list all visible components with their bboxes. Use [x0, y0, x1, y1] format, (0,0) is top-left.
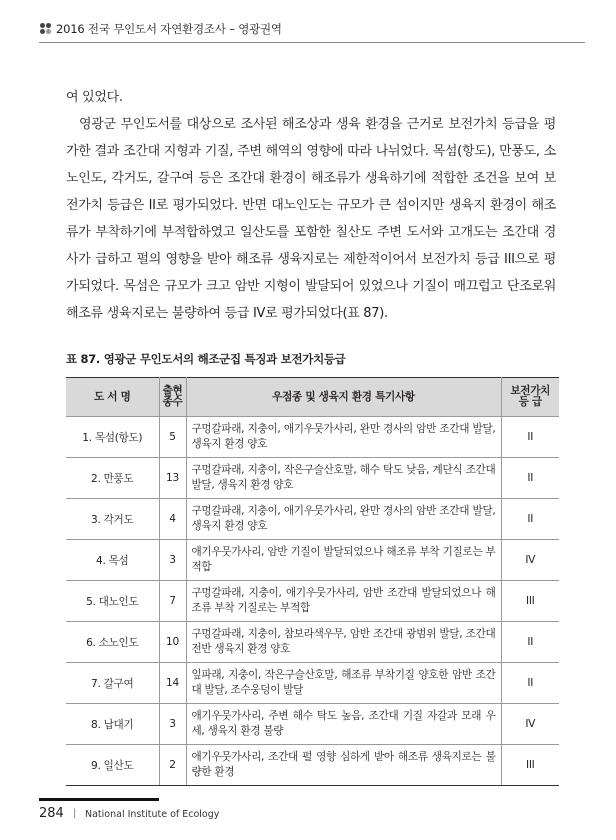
table-header-row: [66, 378, 559, 417]
cell-grade: III: [501, 745, 559, 786]
table-row: [66, 417, 559, 458]
cell-description: 애기우뭇가사리, 주변 해수 탁도 높음, 조간대 기질 자갈과 모래 우세, 생육지 환경 불량: [186, 704, 501, 745]
table-row: [66, 458, 559, 499]
cell-species-count: 14: [159, 663, 186, 704]
header-island-name: 도 서 명: [66, 378, 159, 417]
table-row: [66, 663, 559, 704]
page-footer: [39, 798, 585, 828]
cell-island-name: 4. 목섬: [66, 540, 159, 581]
cell-species-count: 3: [159, 704, 186, 745]
cell-species-count: 2: [159, 745, 186, 786]
footer-bar: [39, 798, 159, 801]
cell-species-count: 3: [159, 540, 186, 581]
cell-description: 구멍갈파래, 지충이, 애기우뭇가사리, 암반 조간대 발달되었으나 해조류 부착 기질로는 부적합: [186, 581, 501, 622]
cell-grade: IV: [501, 540, 559, 581]
table-row: [66, 745, 559, 786]
cell-species-count: 5: [159, 417, 186, 458]
cell-island-name: 3. 각거도: [66, 499, 159, 540]
cell-island-name: 8. 납대기: [66, 704, 159, 745]
header-title: 2016 전국 무인도서 자연환경조사 – 영광권역: [56, 22, 282, 36]
header-description: 우점종 및 생육지 환경 특기사항: [186, 378, 501, 417]
footer-institute: National Institute of Ecology: [85, 809, 220, 820]
cell-species-count: 4: [159, 499, 186, 540]
seaweed-grade-table: [66, 377, 559, 786]
table-row: [66, 540, 559, 581]
cell-description: 애기우뭇가사리, 조간대 펄 영향 심하게 받아 해조류 생육지로는 불량한 환경: [186, 745, 501, 786]
table-row: [66, 499, 559, 540]
cell-species-count: 13: [159, 458, 186, 499]
footer-separator: |: [73, 808, 77, 819]
table-row: [66, 622, 559, 663]
cell-grade: IV: [501, 704, 559, 745]
cell-species-count: 10: [159, 622, 186, 663]
header-species-count: [159, 378, 186, 417]
cell-description: 구멍갈파래, 지충이, 참보라색우무, 암반 조간대 광범위 발달, 조간대 전반 생육지 환경 양호: [186, 622, 501, 663]
cell-description: 잎파래, 지충이, 작은구슬산호말, 해조류 부착기질 양호한 암반 조간대 발달, 조수웅덩이 발달: [186, 663, 501, 704]
paragraph-continuation: 여 있었다.: [66, 90, 123, 105]
cell-grade: II: [501, 622, 559, 663]
cell-island-name: 6. 소노인도: [66, 622, 159, 663]
page-number: 284: [39, 806, 64, 821]
header-species-count-line1: 출현: [162, 385, 183, 397]
paragraph-main: 영광군 무인도서를 대상으로 조사된 해조상과 생육 환경을 근거로 보전가치 등급을 평가한 결과 조간대 지형과 기질, 주변 해역의 영향에 따라 나뉘었다. 목섬(항도), 만풍도, 소노인도, 각거도, 갈구여 등은 조간대 환경이 해조류가 생육하기에 적합한 조건을 보여 보전가치 등급은 II로 평가되었다. 반면 대노인도는 규모가 큰 섬이지만 생육지 환경이 해조류가 부착하기에 부적합하였고 일산도를 포함한 칠산도 주변 도서와 고개도는 조간대 경사가 급하고 펄의 영향을 받아 해조류 생육지로는 제한적이어서 보전가치 등급 III으로 평가되었다. 목섬은 규모가 크고 암반 지형이 발달되어 있었으나 기질이 매끄럽고 단조로워 해조류 생육지로는 불량하여 등급 IV로 평가되었다(표 87).: [66, 117, 556, 321]
header-grade-line2: 등 급: [518, 396, 542, 408]
cell-grade: II: [501, 458, 559, 499]
header-species-count-line2: 종수: [162, 396, 183, 408]
table-caption: 표 87. 영광군 무인도서의 해조군집 특징과 보전가치등급: [66, 352, 346, 366]
cell-description: 애기우뭇가사리, 암반 기질이 발달되었으나 해조류 부착 기질로는 부적합: [186, 540, 501, 581]
cell-grade: II: [501, 499, 559, 540]
cell-island-name: 9. 일산도: [66, 745, 159, 786]
cell-island-name: 1. 목섬(항도): [66, 417, 159, 458]
cell-grade: III: [501, 581, 559, 622]
cell-grade: II: [501, 417, 559, 458]
cell-description: 구멍갈파래, 지충이, 애기우뭇가사리, 완만 경사의 암반 조간대 발달, 생육지 환경 양호: [186, 417, 501, 458]
header-rule: [39, 42, 585, 43]
cell-grade: II: [501, 663, 559, 704]
cell-island-name: 5. 대노인도: [66, 581, 159, 622]
body-text: [66, 84, 556, 327]
header-grade: [501, 378, 559, 417]
header-dots-icon: [40, 23, 54, 35]
cell-island-name: 2. 만풍도: [66, 458, 159, 499]
page-header: [39, 18, 585, 40]
cell-island-name: 7. 갈구여: [66, 663, 159, 704]
cell-description: 구멍갈파래, 지충이, 애기우뭇가사리, 완만 경사의 암반 조간대 발달, 생육지 환경 양호: [186, 499, 501, 540]
cell-description: 구멍갈파래, 지충이, 작은구슬산호말, 해수 탁도 낮음, 계단식 조간대 발달, 생육지 환경 양호: [186, 458, 501, 499]
header-grade-line1: 보전가치: [510, 385, 551, 397]
table-row: [66, 581, 559, 622]
table-row: [66, 704, 559, 745]
cell-species-count: 7: [159, 581, 186, 622]
